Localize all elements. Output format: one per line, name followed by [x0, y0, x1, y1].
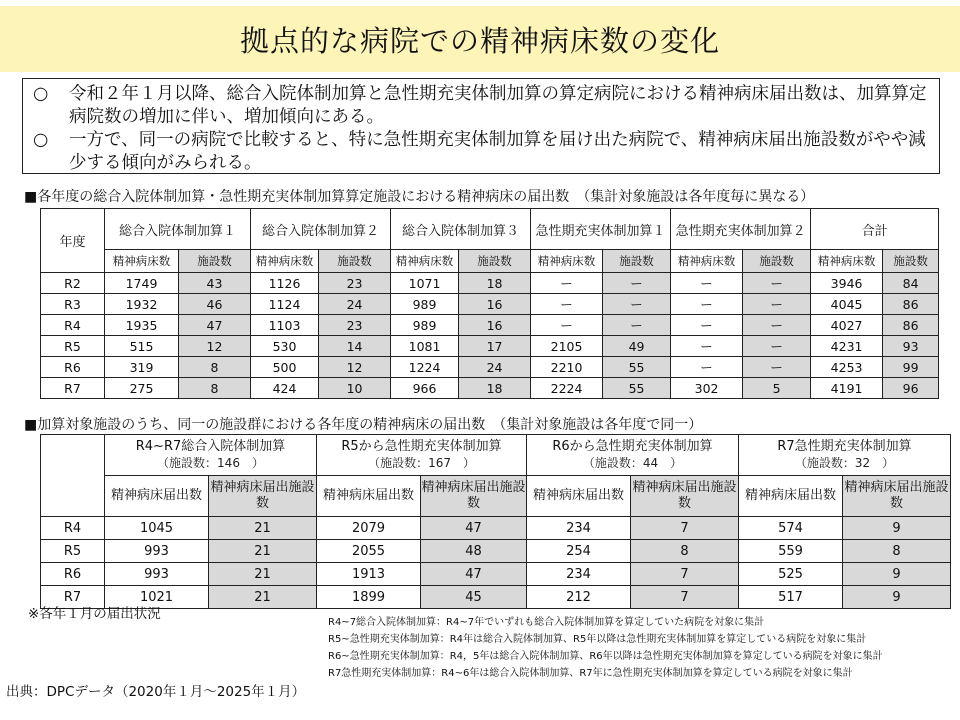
- bullet-mark: ○: [33, 84, 49, 104]
- bed-count-cell: 1071: [391, 273, 459, 294]
- facility-count-cell: ー: [743, 357, 811, 378]
- subheader-beds: 精神病床届出数: [317, 476, 421, 517]
- facility-count-cell: 8: [179, 357, 251, 378]
- group-header: 合計: [811, 209, 939, 250]
- facility-count-cell: 21: [209, 563, 317, 586]
- year-cell: R4: [41, 517, 105, 540]
- group-name: R6から急性期充実体制加算: [552, 439, 713, 454]
- facility-count-cell: ー: [743, 336, 811, 357]
- page-title: 拠点的な病院での精神病床数の変化: [239, 23, 720, 58]
- table-row: [41, 540, 951, 563]
- year-cell: R4: [41, 315, 105, 336]
- source-citation: 出典：DPCデータ（2020年１月～2025年１月）: [6, 684, 306, 700]
- subheader-beds: 精神病床数: [811, 250, 883, 273]
- table2-heading: ■加算対象施設のうち、同一の施設群における各年度の精神病床の届出数 （集計対象施設は各年度で同一）: [24, 417, 703, 433]
- group-name: R5から急性期充実体制加算: [341, 439, 502, 454]
- definition-note: R7急性期充実体制加算：R4~6年は総合入院体制加算、R7年に急性期充実体制加算を算定している病院を対象に集計: [328, 668, 853, 679]
- bed-count-cell: ー: [671, 294, 743, 315]
- subheader-beds: 精神病床数: [105, 250, 179, 273]
- facility-count-cell: ー: [743, 273, 811, 294]
- bed-count-cell: ー: [671, 273, 743, 294]
- table-row: [41, 315, 939, 336]
- table1-heading: ■各年度の総合入院体制加算・急性期充実体制加算算定施設における精神病床の届出数 （集計対象施設は各年度毎に異なる）: [24, 189, 815, 205]
- subheader-beds: 精神病床届出数: [105, 476, 209, 517]
- bed-count-cell: 212: [527, 586, 631, 609]
- facility-count-cell: 9: [843, 517, 951, 540]
- facility-count-cell: 21: [209, 586, 317, 609]
- facility-count-cell: 47: [179, 315, 251, 336]
- bed-count-cell: ー: [671, 336, 743, 357]
- year-cell: R7: [41, 586, 105, 609]
- subheader-facilities: 精神病床届出施設数: [631, 476, 739, 517]
- subheader-facilities: 施設数: [179, 250, 251, 273]
- group-header: [527, 435, 739, 476]
- table-subheader-row: [41, 476, 951, 517]
- bed-count-cell: 1932: [105, 294, 179, 315]
- facility-count-cell: 24: [319, 294, 391, 315]
- bed-count-cell: 1224: [391, 357, 459, 378]
- subheader-facilities: 施設数: [459, 250, 531, 273]
- group-header: 急性期充実体制加算１: [531, 209, 671, 250]
- year-cell: R6: [41, 357, 105, 378]
- facility-count-cell: 86: [883, 294, 939, 315]
- bed-count-cell: 4231: [811, 336, 883, 357]
- subheader-facilities: 精神病床届出施設数: [421, 476, 527, 517]
- bed-count-cell: 1124: [251, 294, 319, 315]
- table-row: [41, 378, 939, 399]
- bed-count-cell: ー: [671, 315, 743, 336]
- group-header: [739, 435, 951, 476]
- facility-count-cell: 55: [603, 378, 671, 399]
- subheader-beds: 精神病床数: [531, 250, 603, 273]
- bed-count-cell: 302: [671, 378, 743, 399]
- bed-count-cell: 966: [391, 378, 459, 399]
- facility-count-cell: 55: [603, 357, 671, 378]
- summary-item: [33, 129, 929, 175]
- facility-count-cell: 43: [179, 273, 251, 294]
- subheader-beds: 精神病床届出数: [739, 476, 843, 517]
- subheader-facilities: 施設数: [319, 250, 391, 273]
- bed-count-cell: 574: [739, 517, 843, 540]
- facility-count-cell: 9: [843, 586, 951, 609]
- facility-count-cell: 18: [459, 378, 531, 399]
- bed-count-cell: 234: [527, 563, 631, 586]
- title-banner: [0, 6, 960, 72]
- bed-count-cell: 1899: [317, 586, 421, 609]
- summary-box: [22, 78, 940, 174]
- bed-count-cell: ー: [531, 273, 603, 294]
- year-cell: R5: [41, 336, 105, 357]
- table-row: [41, 563, 951, 586]
- group-header: 総合入院体制加算１: [105, 209, 251, 250]
- table-row: [41, 586, 951, 609]
- bed-count-cell: 1126: [251, 273, 319, 294]
- bed-count-cell: 559: [739, 540, 843, 563]
- subheader-beds: 精神病床届出数: [527, 476, 631, 517]
- bed-count-cell: 1103: [251, 315, 319, 336]
- bed-count-cell: 530: [251, 336, 319, 357]
- definition-note: R5~急性期充実体制加算：R4年は総合入院体制加算、R5年以降は急性期充実体制加算を算定している病院を対象に集計: [328, 634, 867, 645]
- facility-count-cell: 7: [631, 586, 739, 609]
- facility-count-cell: 9: [843, 563, 951, 586]
- facility-count-cell: 96: [883, 378, 939, 399]
- facility-count-cell: ー: [743, 294, 811, 315]
- group-name: R7急性期充実体制加算: [777, 439, 912, 454]
- table-subheader-row: [41, 250, 939, 273]
- bed-count-cell: 2055: [317, 540, 421, 563]
- bed-count-cell: ー: [531, 315, 603, 336]
- year-cell: R7: [41, 378, 105, 399]
- bed-count-cell: 525: [739, 563, 843, 586]
- subheader-facilities: 精神病床届出施設数: [209, 476, 317, 517]
- table-header-row: [41, 435, 951, 476]
- subheader-beds: 精神病床数: [251, 250, 319, 273]
- bed-count-cell: 500: [251, 357, 319, 378]
- table-row: [41, 294, 939, 315]
- facility-count-cell: 86: [883, 315, 939, 336]
- group-name: R4~R7総合入院体制加算: [135, 439, 286, 454]
- facility-count-cell: 17: [459, 336, 531, 357]
- bed-count-cell: 4191: [811, 378, 883, 399]
- bed-count-cell: 4253: [811, 357, 883, 378]
- bed-count-cell: 1913: [317, 563, 421, 586]
- yearly-beds-table: [40, 208, 939, 399]
- facility-count-cell: 99: [883, 357, 939, 378]
- summary-text: 一方で、同一の病院で比較すると、特に急性期充実体制加算を届け出た病院で、精神病床届出施設数がやや減少する傾向がみられる。: [69, 130, 926, 173]
- facility-count-cell: 48: [421, 540, 527, 563]
- facility-count-cell: ー: [603, 273, 671, 294]
- year-cell: R6: [41, 563, 105, 586]
- summary-text: 令和２年１月以降、総合入院体制加算と急性期充実体制加算の算定病院における精神病床届出数は、加算算定病院数の増加に伴い、増加傾向にある。: [69, 84, 927, 127]
- facility-count-cell: 18: [459, 273, 531, 294]
- year-header: 年度: [41, 209, 105, 273]
- facility-count-cell: 8: [631, 540, 739, 563]
- facility-count-cell: 16: [459, 294, 531, 315]
- bed-count-cell: 1021: [105, 586, 209, 609]
- summary-item: [33, 83, 929, 129]
- facility-count-cell: ー: [603, 294, 671, 315]
- facility-count-cell: 5: [743, 378, 811, 399]
- subheader-facilities: 精神病床届出施設数: [843, 476, 951, 517]
- bed-count-cell: 2224: [531, 378, 603, 399]
- subheader-beds: 精神病床数: [671, 250, 743, 273]
- bed-count-cell: 2079: [317, 517, 421, 540]
- facility-count-cell: 46: [179, 294, 251, 315]
- facility-count-cell: 84: [883, 273, 939, 294]
- facility-count-cell: 7: [631, 563, 739, 586]
- group-header: [317, 435, 527, 476]
- bed-count-cell: 989: [391, 294, 459, 315]
- table-row: [41, 357, 939, 378]
- bed-count-cell: ー: [671, 357, 743, 378]
- facility-count-cell: 49: [603, 336, 671, 357]
- definition-note: R6~急性期充実体制加算：R4，5年は総合入院体制加算、R6年以降は急性期充実体制加算を算定している病院を対象に集計: [328, 651, 883, 662]
- group-facility-count: （施設数：32 ）: [794, 456, 895, 470]
- year-header: [41, 435, 105, 517]
- subheader-facilities: 施設数: [743, 250, 811, 273]
- bed-count-cell: 275: [105, 378, 179, 399]
- facility-count-cell: 21: [209, 517, 317, 540]
- facility-count-cell: ー: [743, 315, 811, 336]
- group-header: 総合入院体制加算３: [391, 209, 531, 250]
- group-facility-count: （施設数：146 ）: [157, 456, 264, 470]
- bullet-mark: ○: [33, 130, 49, 150]
- bed-count-cell: 1045: [105, 517, 209, 540]
- facility-count-cell: 12: [179, 336, 251, 357]
- subheader-facilities: 施設数: [603, 250, 671, 273]
- bed-count-cell: 3946: [811, 273, 883, 294]
- group-facility-count: （施設数：44 ）: [582, 456, 683, 470]
- bed-count-cell: 989: [391, 315, 459, 336]
- table-header-row: [41, 209, 939, 250]
- facility-count-cell: 10: [319, 378, 391, 399]
- bed-count-cell: 2105: [531, 336, 603, 357]
- definition-note: R4~7総合入院体制加算：R4~7年でいずれも総合入院体制加算を算定していた病院を対象に集計: [328, 617, 765, 628]
- facility-count-cell: 8: [843, 540, 951, 563]
- table-row: [41, 517, 951, 540]
- table-row: [41, 336, 939, 357]
- bed-count-cell: 4045: [811, 294, 883, 315]
- facility-count-cell: 23: [319, 273, 391, 294]
- facility-count-cell: 45: [421, 586, 527, 609]
- facility-count-cell: 14: [319, 336, 391, 357]
- facility-count-cell: ー: [603, 315, 671, 336]
- subheader-beds: 精神病床数: [391, 250, 459, 273]
- facility-count-cell: 24: [459, 357, 531, 378]
- bed-count-cell: 517: [739, 586, 843, 609]
- facility-count-cell: 12: [319, 357, 391, 378]
- facility-count-cell: 21: [209, 540, 317, 563]
- year-cell: R5: [41, 540, 105, 563]
- group-facility-count: （施設数：167 ）: [368, 456, 475, 470]
- group-header: [105, 435, 317, 476]
- bed-count-cell: 319: [105, 357, 179, 378]
- facility-count-cell: 47: [421, 563, 527, 586]
- bed-count-cell: 1749: [105, 273, 179, 294]
- bed-count-cell: 254: [527, 540, 631, 563]
- bed-count-cell: 2210: [531, 357, 603, 378]
- bed-count-cell: 993: [105, 540, 209, 563]
- bed-count-cell: ー: [531, 294, 603, 315]
- bed-count-cell: 993: [105, 563, 209, 586]
- table-row: [41, 273, 939, 294]
- group-header: 総合入院体制加算２: [251, 209, 391, 250]
- facility-count-cell: 16: [459, 315, 531, 336]
- facility-count-cell: 23: [319, 315, 391, 336]
- facility-count-cell: 7: [631, 517, 739, 540]
- same-facility-beds-table: [40, 434, 951, 609]
- footnote: ※各年１月の届出状況: [28, 606, 161, 622]
- bed-count-cell: 515: [105, 336, 179, 357]
- bed-count-cell: 424: [251, 378, 319, 399]
- group-header: 急性期充実体制加算２: [671, 209, 811, 250]
- bed-count-cell: 1935: [105, 315, 179, 336]
- facility-count-cell: 93: [883, 336, 939, 357]
- bed-count-cell: 1081: [391, 336, 459, 357]
- subheader-facilities: 施設数: [883, 250, 939, 273]
- bed-count-cell: 234: [527, 517, 631, 540]
- facility-count-cell: 47: [421, 517, 527, 540]
- bed-count-cell: 4027: [811, 315, 883, 336]
- year-cell: R2: [41, 273, 105, 294]
- definition-notes: [328, 614, 883, 682]
- year-cell: R3: [41, 294, 105, 315]
- facility-count-cell: 8: [179, 378, 251, 399]
